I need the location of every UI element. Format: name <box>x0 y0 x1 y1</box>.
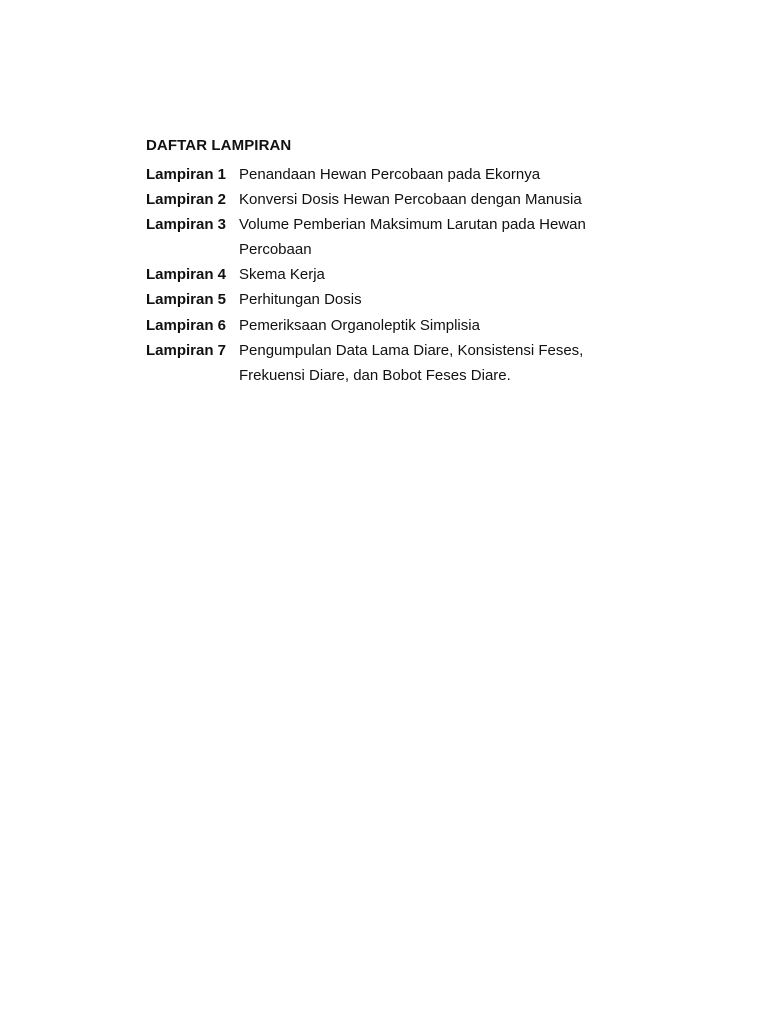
appendix-entry <box>146 338 626 388</box>
appendix-title: Pemeriksaan Organoleptik Simplisia <box>239 316 480 334</box>
appendix-title: Konversi Dosis Hewan Percobaan dengan Manusia <box>239 191 582 209</box>
appendix-entry <box>146 162 626 187</box>
document-title: DAFTAR LAMPIRAN <box>146 137 292 154</box>
appendix-label: Lampiran 2 <box>146 191 227 209</box>
appendix-label: Lampiran 6 <box>146 316 227 334</box>
appendix-label: Lampiran 1 <box>146 166 227 183</box>
appendix-entry <box>146 313 626 338</box>
appendix-title: Perhitungan Dosis <box>239 291 362 309</box>
appendix-title: Pengumpulan Data Lama Diare, Konsistensi Feses, Frekuensi Diare, dan Bobot Feses Diare. <box>239 341 584 384</box>
appendix-title: Penandaan Hewan Percobaan pada Ekornya <box>239 166 541 183</box>
appendix-title: Volume Pemberian Maksimum Larutan pada Hewan Percobaan <box>239 216 586 259</box>
appendix-label: Lampiran 7 <box>146 341 227 359</box>
appendix-entry <box>146 187 626 212</box>
appendix-label: Lampiran 5 <box>146 291 227 309</box>
appendix-entry <box>146 287 626 312</box>
appendix-title: Skema Kerja <box>239 266 325 284</box>
appendix-label: Lampiran 4 <box>146 266 227 284</box>
appendix-entry <box>146 212 626 262</box>
appendix-entry <box>146 262 626 287</box>
appendix-list <box>146 162 626 388</box>
appendix-label: Lampiran 3 <box>146 216 227 234</box>
